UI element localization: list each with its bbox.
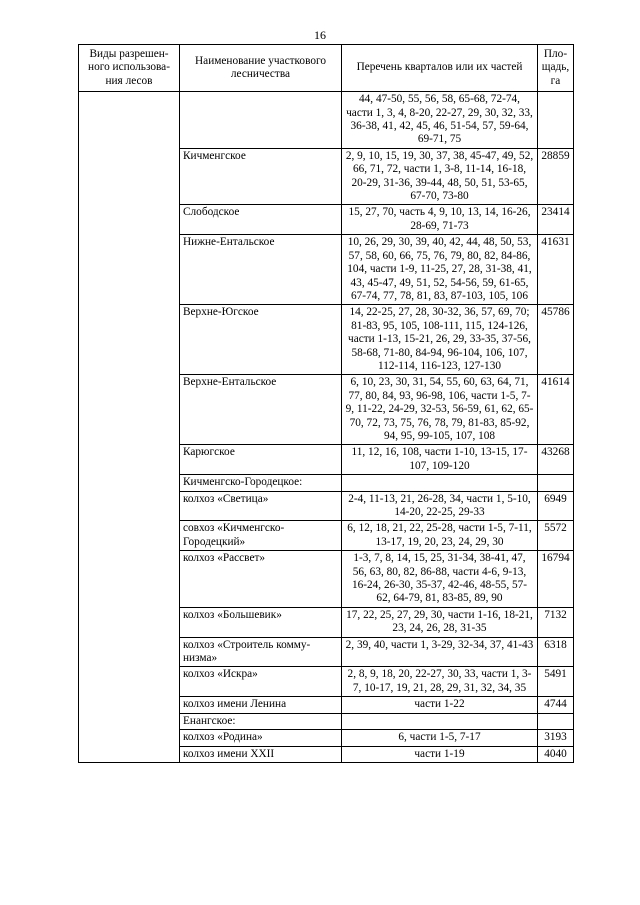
forestry-name-cell: колхоз «Искра» (180, 667, 342, 697)
page-number: 16 (314, 28, 326, 42)
quarters-cell: части 1-22 (342, 697, 538, 713)
area-cell: 7132 (538, 607, 574, 637)
area-cell: 43268 (538, 445, 574, 475)
forestry-name-cell: Верхне-Ентальское (180, 375, 342, 445)
quarters-cell: 2, 8, 9, 18, 20, 22-27, 30, 33, части 1, 3-7, 10-17, 19, 21, 28, 29, 31, 32, 34, 35 (342, 667, 538, 697)
forestry-name-cell: Нижне-Ентальское (180, 235, 342, 305)
forestry-name-cell: колхоз «Родина» (180, 730, 342, 746)
area-cell (538, 713, 574, 729)
forestry-name-cell (180, 92, 342, 149)
quarters-cell: 44, 47-50, 55, 56, 58, 65-68, 72-74, части 1, 3, 4, 8-20, 22-27, 29, 30, 32, 33, 36-38, 41, 42, 45, 46, 51-54, 57, 59-64, 69-71, 75 (342, 92, 538, 149)
forestry-name-cell: Кичменгское (180, 148, 342, 205)
forestry-name-cell: Слободское (180, 205, 342, 235)
quarters-cell: части 1-19 (342, 746, 538, 762)
area-cell: 5491 (538, 667, 574, 697)
quarters-cell: 6, 12, 18, 21, 22, 25-28, части 1-5, 7-11, 13-17, 19, 20, 23, 24, 29, 30 (342, 521, 538, 551)
header-area: Пло-щадь, га (538, 45, 574, 92)
header-usage-type: Виды разрешен-ного использова-ния лесов (79, 45, 180, 92)
quarters-cell: 2-4, 11-13, 21, 26-28, 34, части 1, 5-10, 14-20, 22-25, 29-33 (342, 491, 538, 521)
forestry-name-cell: Енангское: (180, 713, 342, 729)
quarters-cell: 6, 10, 23, 30, 31, 54, 55, 60, 63, 64, 71, 77, 80, 84, 93, 96-98, 106, части 1-5, 7-9, 11-22, 24-29, 32-53, 56-59, 61, 62, 65-70, 72, 73, 75, 76, 78, 79, 81-83, 85-92, 94, 95, 99-105, 107, 108 (342, 375, 538, 445)
quarters-cell: 14, 22-25, 27, 28, 30-32, 36, 57, 69, 70; 81-83, 95, 105, 108-111, 115, 124-126, части 1-13, 15-21, 26, 29, 33-35, 37-56, 58-68, 71-80, 84-94, 96-104, 106, 107, 112-114, 116-123, 127-130 (342, 305, 538, 375)
area-cell: 6949 (538, 491, 574, 521)
area-cell: 4744 (538, 697, 574, 713)
area-cell (538, 475, 574, 491)
table-header-row (79, 45, 574, 92)
area-cell: 3193 (538, 730, 574, 746)
quarters-cell: 17, 22, 25, 27, 29, 30, части 1-16, 18-21, 23, 24, 26, 28, 31-35 (342, 607, 538, 637)
table-row (79, 92, 574, 149)
forestry-name-cell: Карюгское (180, 445, 342, 475)
area-cell: 41614 (538, 375, 574, 445)
header-forestry-name: Наименование участкового лесничества (180, 45, 342, 92)
forestry-name-cell: колхоз «Большевик» (180, 607, 342, 637)
forest-quarters-table (78, 44, 574, 763)
quarters-cell: 11, 12, 16, 108, части 1-10, 13-15, 17-107, 109-120 (342, 445, 538, 475)
header-quarters: Перечень кварталов или их частей (342, 45, 538, 92)
usage-type-cell (79, 92, 180, 763)
quarters-cell (342, 713, 538, 729)
quarters-cell: 2, 39, 40, части 1, 3-29, 32-34, 37, 41-43 (342, 637, 538, 667)
quarters-cell: 6, части 1-5, 7-17 (342, 730, 538, 746)
forestry-name-cell: Верхне-Югское (180, 305, 342, 375)
quarters-cell: 10, 26, 29, 30, 39, 40, 42, 44, 48, 50, 53, 57, 58, 60, 66, 75, 76, 79, 80, 82, 84-86, 104, части 1-9, 11-25, 27, 28, 31-38, 41, 43, 45-47, 49, 51, 52, 54-56, 59, 61-65, 67-74, 77, 78, 81, 83, 87-103, 105, 106 (342, 235, 538, 305)
quarters-cell: 2, 9, 10, 15, 19, 30, 37, 38, 45-47, 49, 52, 66, 71, 72, части 1, 3-8, 11-14, 16-18, 20-29, 31-36, 39-44, 48, 50, 51, 53-65, 67-70, 73-80 (342, 148, 538, 205)
forestry-name-cell: колхоз имени XXII (180, 746, 342, 762)
area-cell: 4040 (538, 746, 574, 762)
area-cell (538, 92, 574, 149)
table-body (79, 92, 574, 763)
area-cell: 5572 (538, 521, 574, 551)
area-cell: 41631 (538, 235, 574, 305)
forestry-name-cell: Кичменгско-Городецкое: (180, 475, 342, 491)
area-cell: 45786 (538, 305, 574, 375)
forestry-name-cell: колхоз «Строитель комму-низма» (180, 637, 342, 667)
area-cell: 6318 (538, 637, 574, 667)
quarters-cell (342, 475, 538, 491)
area-cell: 23414 (538, 205, 574, 235)
quarters-cell: 1-3, 7, 8, 14, 15, 25, 31-34, 38-41, 47, 56, 63, 80, 82, 86-88, части 4-6, 9-13, 16-24, 26-30, 35-37, 42-46, 48-55, 57-62, 64-79, 81, 83-85, 89, 90 (342, 551, 538, 608)
forestry-name-cell: колхоз «Светица» (180, 491, 342, 521)
area-cell: 28859 (538, 148, 574, 205)
area-cell: 16794 (538, 551, 574, 608)
forestry-name-cell: совхоз «Кичменгско-Городецкий» (180, 521, 342, 551)
forestry-name-cell: колхоз «Рассвет» (180, 551, 342, 608)
quarters-cell: 15, 27, 70, часть 4, 9, 10, 13, 14, 16-26, 28-69, 71-73 (342, 205, 538, 235)
forestry-name-cell: колхоз имени Ленина (180, 697, 342, 713)
